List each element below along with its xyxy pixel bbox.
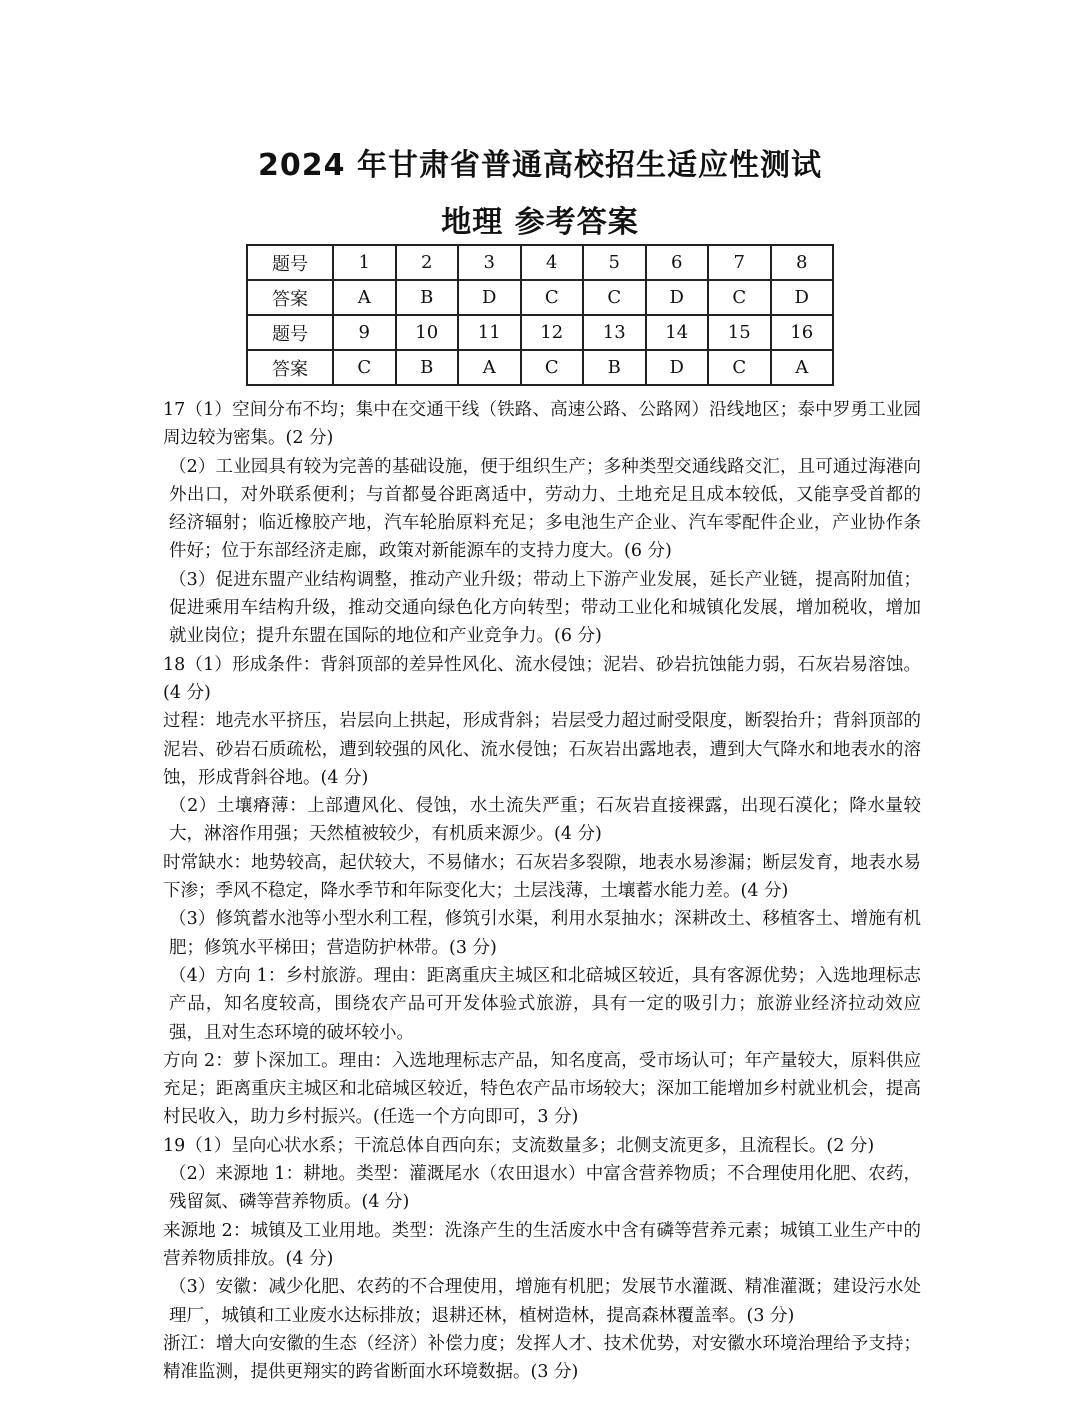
- table-cell: 10: [396, 315, 459, 350]
- paragraph-17-1: 17（1）空间分布不均；集中在交通干线（铁路、高速公路、公路网）沿线地区；泰中罗勇工业园周边较为密集。(2 分): [163, 400, 921, 449]
- answer-explanations: [163, 396, 921, 1386]
- answer-table-row: [247, 315, 833, 350]
- table-cell: 12: [521, 315, 584, 350]
- table-cell: 7: [708, 245, 771, 280]
- table-cell: D: [646, 350, 709, 385]
- paragraph-19-3-zhejiang: 浙江：增大向安徽的生态（经济）补偿力度；发挥人才、技术优势，对安徽水环境治理给予支持；精准监测，提供更翔实的跨省断面水环境数据。(3 分): [163, 1333, 921, 1383]
- page-subtitle: 地理 参考答案: [441, 205, 639, 240]
- paragraph-18-1: 18（1）形成条件：背斜顶部的差异性风化、流水侵蚀；泥岩、砂岩抗蚀能力弱，石灰岩易溶蚀。(4 分): [163, 654, 921, 703]
- table-cell: 3: [458, 245, 521, 280]
- table-cell: 16: [771, 315, 834, 350]
- answer-table-row: [247, 280, 833, 315]
- paragraph-18-4-option2: 方向 2：萝卜深加工。理由：入选地理标志产品，知名度高，受市场认可；年产量较大，原料供应充足；距离重庆主城区和北碚城区较近，特色农产品市场较大；深加工能增加乡村就业机会，提高村民收入，助力乡村振兴。(任选一个方向即可，3 分): [163, 1050, 921, 1128]
- table-cell: 4: [521, 245, 584, 280]
- paragraph-18-2-water: 时常缺水：地势较高，起伏较大，不易储水；石灰岩多裂隙，地表水易渗漏；断层发育，地表水易下渗；季风不稳定，降水季节和年际变化大；土层浅薄，土壤蓄水能力差。(4 分): [163, 852, 921, 902]
- table-cell: 2: [396, 245, 459, 280]
- table-cell: D: [771, 280, 834, 315]
- table-cell: A: [458, 350, 521, 385]
- row-label: 答案: [247, 280, 333, 315]
- paragraph-18-4-option1: （4）方向 1：乡村旅游。理由：距离重庆主城区和北碚城区较近，具有客源优势；入选地理标志产品，知名度较高，围绕农产品可开发体验式旅游，具有一定的吸引力；旅游业经济拉动效应强，且对生态环境的破坏较小。: [169, 965, 921, 1043]
- paragraph-17-2: （2）工业园具有较为完善的基础设施，便于组织生产；多种类型交通线路交汇，且可通过海港向外出口，对外联系便利；与首都曼谷距离适中，劳动力、土地充足且成本较低，又能享受首都的经济辐射；临近橡胶产地，汽车轮胎原料充足；多电池生产企业、汽车零配件企业，产业协作条件好；位于东部经济走廊，政策对新能源车的支持力度大。(6 分): [169, 456, 921, 562]
- paragraph-18-2: （2）土壤瘠薄：上部遭风化、侵蚀，水土流失严重；石灰岩直接裸露，出现石漠化；降水量较大，淋溶作用强；天然植被较少，有机质来源少。(4 分): [169, 796, 921, 845]
- paragraph-19-2-source1: （2）来源地 1：耕地。类型：灌溉尾水（农田退水）中富含营养物质；不合理使用化肥、农药，残留氮、磷等营养物质。(4 分): [169, 1164, 921, 1213]
- paragraph-18-3: （3）修筑蓄水池等小型水利工程，修筑引水渠，利用水泵抽水；深耕改土、移植客土、增施有机肥；修筑水平梯田；营造防护林带。(3 分): [169, 909, 921, 958]
- table-cell: 14: [646, 315, 709, 350]
- table-cell: B: [396, 350, 459, 385]
- answer-table-row: [247, 350, 833, 385]
- table-cell: D: [458, 280, 521, 315]
- table-cell: C: [708, 350, 771, 385]
- page-title: 2024 年甘肃省普通高校招生适应性测试: [258, 148, 822, 183]
- answer-table: [246, 244, 834, 386]
- table-cell: A: [771, 350, 834, 385]
- table-cell: C: [708, 280, 771, 315]
- table-cell: 15: [708, 315, 771, 350]
- row-label: 题号: [247, 245, 333, 280]
- table-cell: 6: [646, 245, 709, 280]
- answer-table-row: [247, 245, 833, 280]
- table-cell: 8: [771, 245, 834, 280]
- paragraph-19-3-anhui: （3）安徽：减少化肥、农药的不合理使用，增施有机肥；发展节水灌溉、精准灌溉；建设污水处理厂，城镇和工业废水达标排放；退耕还林，植树造林，提高森林覆盖率。(3 分): [169, 1277, 921, 1326]
- table-cell: D: [646, 280, 709, 315]
- row-label: 题号: [247, 315, 333, 350]
- paragraph-18-1-process: 过程：地壳水平挤压，岩层向上拱起，形成背斜；岩层受力超过耐受限度，断裂抬升；背斜顶部的泥岩、砂岩石质疏松，遭到较强的风化、流水侵蚀；石灰岩出露地表，遭到大气降水和地表水的溶蚀，形成背斜谷地。(4 分): [163, 711, 921, 788]
- paragraph-19-1: 19（1）呈向心状水系；干流总体自西向东；支流数量多；北侧支流更多，且流程长。(2 分): [163, 1135, 875, 1156]
- table-cell: C: [521, 350, 584, 385]
- table-cell: B: [396, 280, 459, 315]
- table-cell: C: [583, 280, 646, 315]
- paragraph-19-2-source2: 来源地 2：城镇及工业用地。类型：洗涤产生的生活废水中含有磷等营养元素；城镇工业生产中的营养物质排放。(4 分): [163, 1220, 921, 1269]
- table-cell: A: [333, 280, 396, 315]
- table-cell: 1: [333, 245, 396, 280]
- row-label: 答案: [247, 350, 333, 385]
- table-cell: 9: [333, 315, 396, 350]
- table-cell: 11: [458, 315, 521, 350]
- table-cell: C: [521, 280, 584, 315]
- table-cell: 13: [583, 315, 646, 350]
- table-cell: C: [333, 350, 396, 385]
- table-cell: 5: [583, 245, 646, 280]
- table-cell: B: [583, 350, 646, 385]
- paragraph-17-3: （3）促进东盟产业结构调整，推动产业升级；带动上下游产业发展，延长产业链，提高附加值；促进乘用车结构升级，推动交通向绿色化方向转型；带动工业化和城镇化发展，增加税收，增加就业岗位；提升东盟在国际的地位和产业竞争力。(6 分): [169, 569, 921, 647]
